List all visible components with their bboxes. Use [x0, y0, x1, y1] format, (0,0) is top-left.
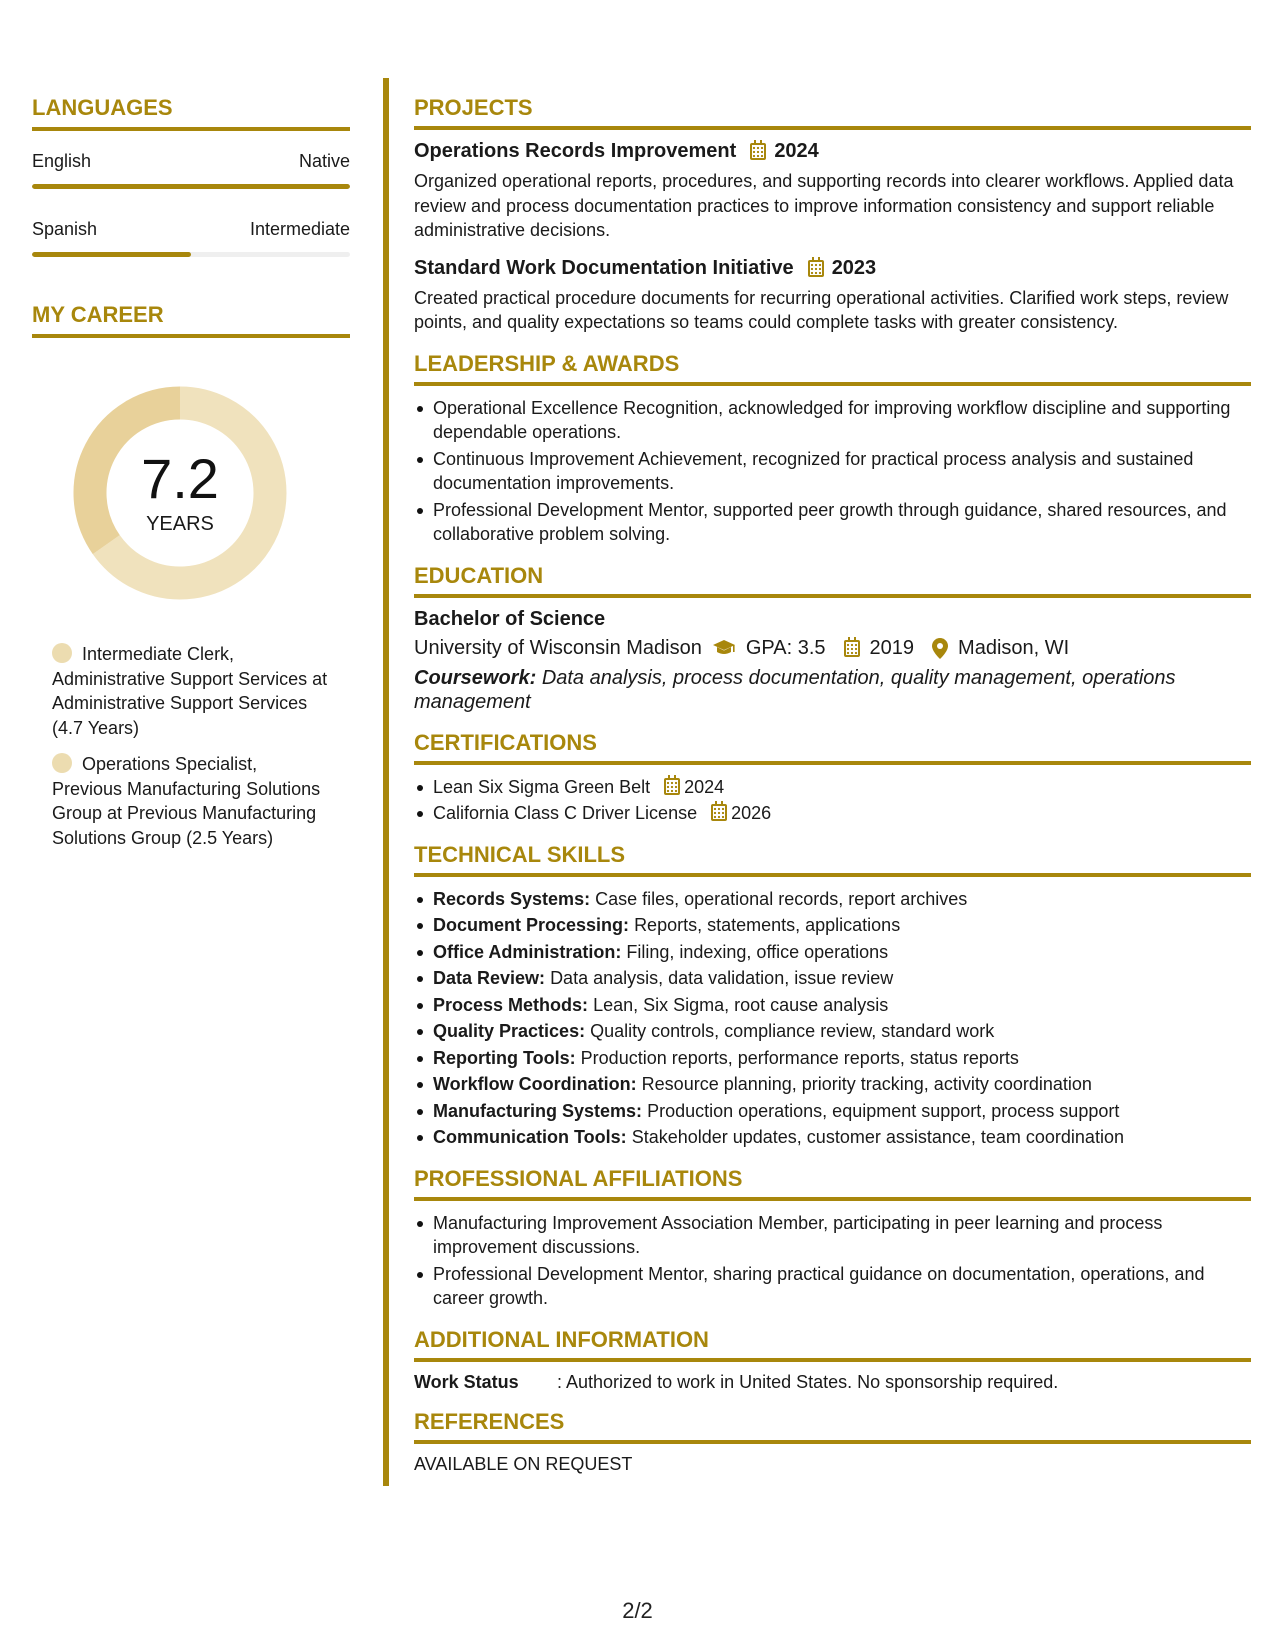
- references-text: AVAILABLE ON REQUEST: [414, 1453, 633, 1474]
- skill-label: Reporting Tools:: [433, 1047, 576, 1068]
- language-name: Spanish: [32, 219, 98, 239]
- education-location: Madison, WI: [958, 636, 1070, 659]
- left-column: [32, 95, 350, 862]
- project-year: 2024: [774, 140, 819, 162]
- skill-item: [433, 966, 1251, 991]
- certifications-section: [414, 730, 1251, 826]
- language-proficiency-fill: [32, 252, 191, 257]
- career-list: [52, 642, 332, 850]
- skill-item: [433, 1072, 1251, 1097]
- leadership-item: Professional Development Mentor, supported peer growth through guidance, shared resources, and collaborative problem solving.: [433, 498, 1251, 547]
- certification-year: 2026: [731, 803, 772, 823]
- skill-item: [433, 887, 1251, 912]
- language-level: Intermediate: [249, 219, 350, 239]
- work-status-row: [414, 1372, 1251, 1393]
- donut-center: [67, 380, 293, 606]
- affiliations-list: [414, 1211, 1251, 1311]
- skill-item: [433, 940, 1251, 965]
- career-item-text: Intermediate Clerk, Administrative Support Services at Administrative Support Services (4.7 Years): [52, 644, 328, 738]
- project-year: 2023: [831, 256, 877, 279]
- skill-value: Filing, indexing, office operations: [626, 941, 889, 962]
- skill-label: Workflow Coordination:: [433, 1074, 637, 1094]
- calendar-icon: [664, 778, 680, 795]
- references-section: [414, 1409, 1251, 1475]
- skills-section: [414, 842, 1251, 1150]
- calendar-icon: [844, 640, 860, 657]
- skill-label: Quality Practices:: [433, 1021, 586, 1041]
- graduation-cap-icon: [712, 639, 736, 657]
- career-heading: MY CAREER: [32, 302, 350, 338]
- project-description: Created practical procedure documents for recurring operational activities. Clarified work steps, review points, and quality expectations so teams could complete tasks with greater consistency.: [414, 287, 1229, 332]
- skill-value: Stakeholder updates, customer assistance, team coordination: [631, 1127, 1124, 1147]
- career-item: [52, 752, 332, 850]
- languages-list: [32, 151, 350, 257]
- page-number: 2/2: [622, 1598, 653, 1623]
- additional-section: [414, 1327, 1251, 1393]
- location-pin-icon: [932, 638, 948, 659]
- education-heading: EDUCATION: [414, 563, 1251, 598]
- education-gpa: GPA: 3.5: [745, 636, 826, 659]
- certifications-list: [414, 775, 1251, 826]
- certifications-heading: CERTIFICATIONS: [414, 730, 1251, 765]
- career-legend-dot: [52, 753, 72, 773]
- certification-year: 2024: [684, 776, 725, 797]
- education-school: University of Wisconsin Madison: [414, 636, 702, 659]
- project-description: Organized operational reports, procedures, and supporting records into clearer workflows. Applied data review and process documentation practices to improve information consistency and support reliable administrative decisions.: [414, 171, 1234, 240]
- skill-item: [433, 993, 1251, 1018]
- certification-name: California Class C Driver License: [433, 803, 698, 823]
- language-proficiency-bar: [32, 252, 350, 257]
- references-heading: REFERENCES: [414, 1409, 1251, 1444]
- career-item-text: Operations Specialist, Previous Manufacturing Solutions Group at Previous Manufacturing Solutions Group (2.5 Years): [52, 754, 321, 848]
- affiliations-section: [414, 1166, 1251, 1311]
- skill-label: Manufacturing Systems:: [433, 1100, 643, 1121]
- language-row: [32, 151, 350, 172]
- language-level: Native: [298, 151, 350, 171]
- skill-value: Production reports, performance reports, status reports: [580, 1047, 1019, 1068]
- project-title: Operations Records Improvement: [414, 140, 737, 162]
- skill-item: [433, 1099, 1251, 1124]
- skill-value: Resource planning, priority tracking, activity coordination: [641, 1074, 1092, 1094]
- skill-value: Lean, Six Sigma, root cause analysis: [593, 994, 889, 1015]
- career-total-years: 7.2: [141, 446, 219, 510]
- career-total-unit: YEARS: [146, 512, 214, 535]
- project-list: [414, 140, 1251, 335]
- skill-item: [433, 913, 1251, 938]
- affiliations-heading: PROFESSIONAL AFFILIATIONS: [414, 1166, 1251, 1201]
- affiliation-item: Manufacturing Improvement Association Member, participating in peer learning and process improvement discussions.: [433, 1211, 1251, 1260]
- skills-heading: TECHNICAL SKILLS: [414, 842, 1251, 877]
- skills-list: [414, 887, 1251, 1150]
- skill-label: Document Processing:: [433, 915, 630, 935]
- certification-item: [433, 801, 1251, 826]
- skill-value: Quality controls, compliance review, standard work: [590, 1021, 995, 1041]
- language-proficiency-fill: [32, 184, 350, 189]
- coursework-label: Coursework:: [414, 666, 537, 689]
- right-column: [414, 95, 1251, 1491]
- additional-heading: ADDITIONAL INFORMATION: [414, 1327, 1251, 1362]
- skill-value: Data analysis, data validation, issue review: [550, 968, 894, 988]
- education-coursework: [414, 666, 1251, 714]
- skill-value: Case files, operational records, report archives: [595, 888, 968, 909]
- education-section: [414, 563, 1251, 714]
- leadership-section: [414, 351, 1251, 547]
- skill-label: Communication Tools:: [433, 1127, 627, 1147]
- leadership-item: Continuous Improvement Achievement, recognized for practical process analysis and sustained documentation improvements.: [433, 447, 1251, 496]
- leadership-heading: LEADERSHIP & AWARDS: [414, 351, 1251, 386]
- leadership-list: [414, 396, 1251, 547]
- skill-label: Process Methods:: [433, 994, 589, 1015]
- project-title-row: [414, 140, 1251, 163]
- affiliation-item: Professional Development Mentor, sharing practical guidance on documentation, operations, and career growth.: [433, 1262, 1251, 1311]
- education-degree: Bachelor of Science: [414, 607, 606, 630]
- career-legend-dot: [52, 643, 72, 663]
- career-donut-chart: [67, 380, 293, 606]
- column-divider: [383, 78, 389, 1486]
- skill-label: Records Systems:: [433, 888, 591, 909]
- project-title: Standard Work Documentation Initiative: [414, 256, 794, 279]
- certification-item: [433, 775, 1251, 800]
- skill-item: [433, 1019, 1251, 1044]
- language-proficiency-bar: [32, 184, 350, 189]
- coursework-text: Data analysis, process documentation, quality management, operations management: [414, 666, 1176, 713]
- projects-heading: PROJECTS: [414, 95, 1251, 130]
- work-status-label: Work Status: [414, 1371, 519, 1392]
- skill-value: Reports, statements, applications: [634, 915, 901, 935]
- work-status-value: : Authorized to work in United States. No sponsorship required.: [557, 1371, 1059, 1392]
- education-year: 2019: [869, 636, 915, 659]
- career-item: [52, 642, 332, 740]
- certification-name: Lean Six Sigma Green Belt: [433, 776, 651, 797]
- calendar-icon: [711, 804, 727, 821]
- skill-item: [433, 1046, 1251, 1071]
- calendar-icon: [808, 260, 824, 277]
- projects-section: [414, 95, 1251, 335]
- skill-label: Data Review:: [433, 968, 546, 988]
- skill-item: [433, 1125, 1251, 1150]
- skill-label: Office Administration:: [433, 941, 622, 962]
- education-details: [414, 637, 1251, 660]
- languages-heading: LANGUAGES: [32, 95, 350, 131]
- skill-value: Production operations, equipment support, process support: [647, 1100, 1120, 1121]
- project-item: [414, 257, 1251, 335]
- project-item: [414, 140, 1251, 243]
- leadership-item: Operational Excellence Recognition, acknowledged for improving workflow discipline and supporting dependable operations.: [433, 396, 1251, 445]
- language-name: English: [32, 151, 92, 171]
- calendar-icon: [750, 143, 766, 160]
- project-title-row: [414, 257, 1251, 280]
- language-row: [32, 219, 350, 240]
